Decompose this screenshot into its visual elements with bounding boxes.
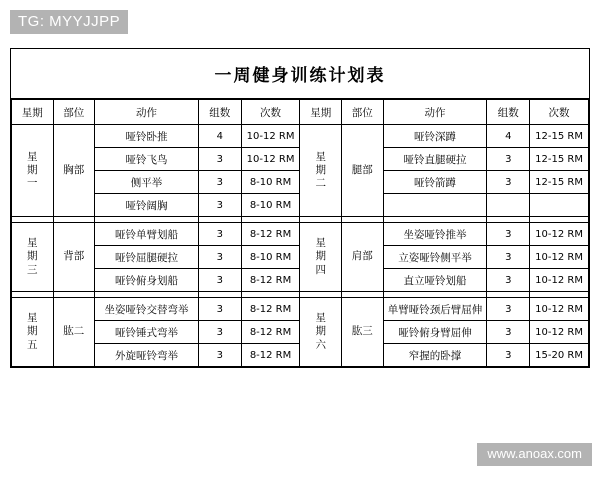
sets-cell: 4	[198, 125, 241, 148]
exercise-name-cell	[383, 194, 487, 217]
sets-cell: 3	[198, 269, 241, 292]
reps-cell: 8-12 RM	[241, 269, 300, 292]
reps-cell: 15-20 RM	[530, 344, 589, 367]
col-reps-right: 次数	[530, 100, 589, 125]
sets-cell: 3	[198, 223, 241, 246]
exercise-name-cell: 单臂哑铃颈后臂屈伸	[383, 298, 487, 321]
col-week-left: 星期	[12, 100, 54, 125]
sets-cell: 3	[198, 298, 241, 321]
exercise-name-cell: 窄握的卧撑	[383, 344, 487, 367]
sets-cell: 3	[198, 246, 241, 269]
exercise-name-cell: 坐姿哑铃推举	[383, 223, 487, 246]
exercise-name-cell: 哑铃阔胸	[95, 194, 199, 217]
exercise-name-cell: 哑铃箭蹲	[383, 171, 487, 194]
reps-cell: 8-12 RM	[241, 344, 300, 367]
reps-cell: 10-12 RM	[241, 148, 300, 171]
col-part-right: 部位	[342, 100, 384, 125]
sets-cell: 3	[487, 223, 530, 246]
bodypart-cell: 胸部	[53, 125, 95, 217]
col-sets-right: 组数	[487, 100, 530, 125]
weekday-cell: 星 期 一	[12, 125, 54, 217]
sets-cell: 4	[487, 125, 530, 148]
col-move-left: 动作	[95, 100, 199, 125]
exercise-name-cell: 哑铃单臂划船	[95, 223, 199, 246]
site-watermark: www.anoax.com	[477, 443, 592, 466]
reps-cell: 10-12 RM	[530, 269, 589, 292]
sets-cell: 3	[487, 298, 530, 321]
bodypart-cell: 背部	[53, 223, 95, 292]
reps-cell: 8-12 RM	[241, 321, 300, 344]
weekday-cell: 星 期 三	[12, 223, 54, 292]
reps-cell: 10-12 RM	[241, 125, 300, 148]
weekday-cell: 星 期 四	[300, 223, 342, 292]
exercise-name-cell: 哑铃飞鸟	[95, 148, 199, 171]
sets-cell: 3	[487, 344, 530, 367]
exercise-name-cell: 哑铃直腿硬拉	[383, 148, 487, 171]
table-row	[12, 223, 589, 246]
reps-cell: 10-12 RM	[530, 298, 589, 321]
plan-sheet	[10, 48, 590, 368]
col-week-right: 星期	[300, 100, 342, 125]
sets-cell: 3	[487, 269, 530, 292]
exercise-name-cell: 哑铃卧推	[95, 125, 199, 148]
weekday-cell: 星 期 五	[12, 298, 54, 367]
reps-cell: 8-10 RM	[241, 246, 300, 269]
sets-cell: 3	[487, 246, 530, 269]
reps-cell: 8-10 RM	[241, 171, 300, 194]
telegram-tag-badge: TG: MYYJJPP	[10, 10, 128, 34]
page-title: 一周健身训练计划表	[11, 49, 589, 99]
sets-cell: 3	[487, 321, 530, 344]
table-row	[12, 125, 589, 148]
reps-cell: 12-15 RM	[530, 171, 589, 194]
reps-cell: 12-15 RM	[530, 125, 589, 148]
col-reps-left: 次数	[241, 100, 300, 125]
reps-cell: 8-12 RM	[241, 223, 300, 246]
col-move-right: 动作	[383, 100, 487, 125]
exercise-name-cell: 哑铃俯身臂屈伸	[383, 321, 487, 344]
sets-cell: 3	[487, 171, 530, 194]
sets-cell: 3	[198, 321, 241, 344]
bodypart-cell: 腿部	[342, 125, 384, 217]
sets-cell: 3	[198, 194, 241, 217]
bodypart-cell: 肱三	[342, 298, 384, 367]
bodypart-cell: 肩部	[342, 223, 384, 292]
reps-cell: 12-15 RM	[530, 148, 589, 171]
reps-cell: 8-10 RM	[241, 194, 300, 217]
exercise-name-cell: 侧平举	[95, 171, 199, 194]
exercise-name-cell: 直立哑铃划船	[383, 269, 487, 292]
reps-cell: 10-12 RM	[530, 321, 589, 344]
exercise-name-cell: 坐姿哑铃交替弯举	[95, 298, 199, 321]
exercise-name-cell: 哑铃屈腿硬拉	[95, 246, 199, 269]
exercise-name-cell: 外旋哑铃弯举	[95, 344, 199, 367]
weekday-cell: 星 期 六	[300, 298, 342, 367]
col-part-left: 部位	[53, 100, 95, 125]
table-body	[12, 125, 589, 367]
sets-cell: 3	[198, 171, 241, 194]
reps-cell: 10-12 RM	[530, 223, 589, 246]
sets-cell: 3	[198, 148, 241, 171]
bodypart-cell: 肱二	[53, 298, 95, 367]
table-header-row	[12, 100, 589, 125]
training-plan-table	[11, 99, 589, 367]
sets-cell: 3	[487, 148, 530, 171]
sets-cell	[487, 194, 530, 217]
exercise-name-cell: 哑铃锤式弯举	[95, 321, 199, 344]
reps-cell: 8-12 RM	[241, 298, 300, 321]
exercise-name-cell: 立姿哑铃侧平举	[383, 246, 487, 269]
exercise-name-cell: 哑铃俯身划船	[95, 269, 199, 292]
weekday-cell: 星 期 二	[300, 125, 342, 217]
exercise-name-cell: 哑铃深蹲	[383, 125, 487, 148]
col-sets-left: 组数	[198, 100, 241, 125]
table-row	[12, 298, 589, 321]
sets-cell: 3	[198, 344, 241, 367]
reps-cell	[530, 194, 589, 217]
reps-cell: 10-12 RM	[530, 246, 589, 269]
